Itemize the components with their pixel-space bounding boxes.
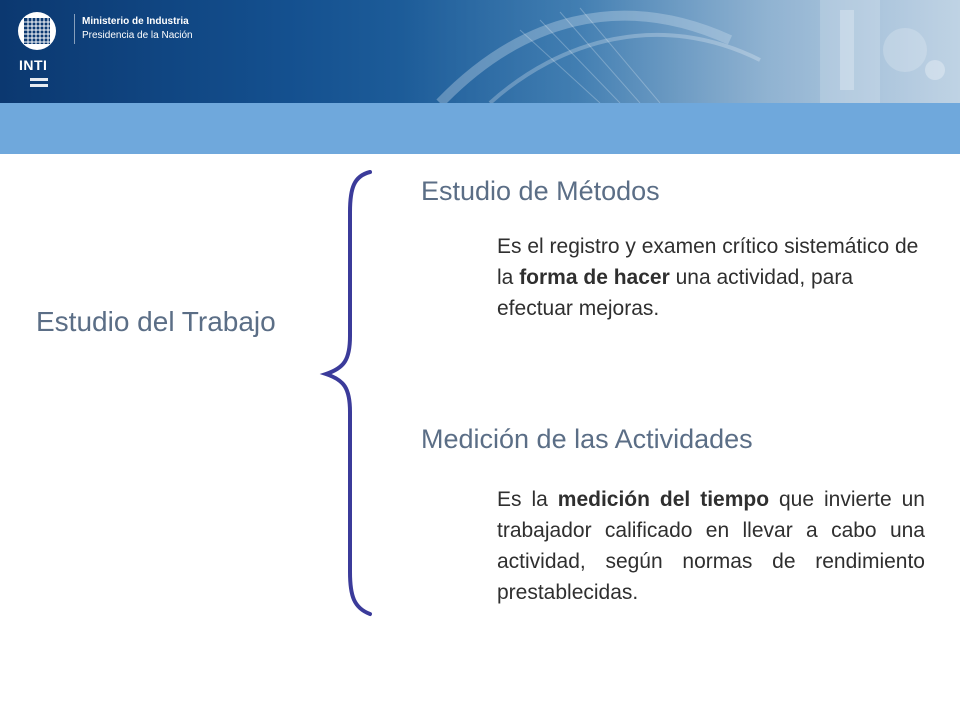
logo-bars-icon xyxy=(30,78,48,90)
inti-logo xyxy=(18,12,62,92)
header-band xyxy=(0,103,960,154)
text-segment: Es la xyxy=(497,488,558,511)
text-segment: Es el registro y examen crítico sistemático de la xyxy=(497,235,919,289)
text-segment: una actividad, para efectuar mejoras. xyxy=(497,266,854,320)
concept-label: Estudio del Trabajo xyxy=(36,306,276,337)
header-divider xyxy=(74,14,75,44)
curly-brace-icon xyxy=(318,168,378,618)
header-photo-collage xyxy=(400,0,960,103)
logo-text: INTI xyxy=(19,57,48,73)
inti-logo-grid-icon xyxy=(18,12,56,50)
text-segment: que invierte un trabajador calificado en llevar a cabo una actividad, según normas de rendimiento prestablecidas. xyxy=(497,488,925,604)
presidency-name: Presidencia de la Nación xyxy=(82,30,193,41)
header-banner xyxy=(0,0,960,103)
section-title-medicion: Medición de las Actividades xyxy=(421,424,753,454)
text-emphasis: forma de hacer xyxy=(519,266,670,289)
section-description-metodos xyxy=(497,231,925,324)
ministry-name: Ministerio de Industria xyxy=(82,16,189,27)
section-title-metodos: Estudio de Métodos xyxy=(421,176,660,206)
text-emphasis: medición del tiempo xyxy=(557,488,770,511)
section-description-medicion xyxy=(497,484,925,608)
